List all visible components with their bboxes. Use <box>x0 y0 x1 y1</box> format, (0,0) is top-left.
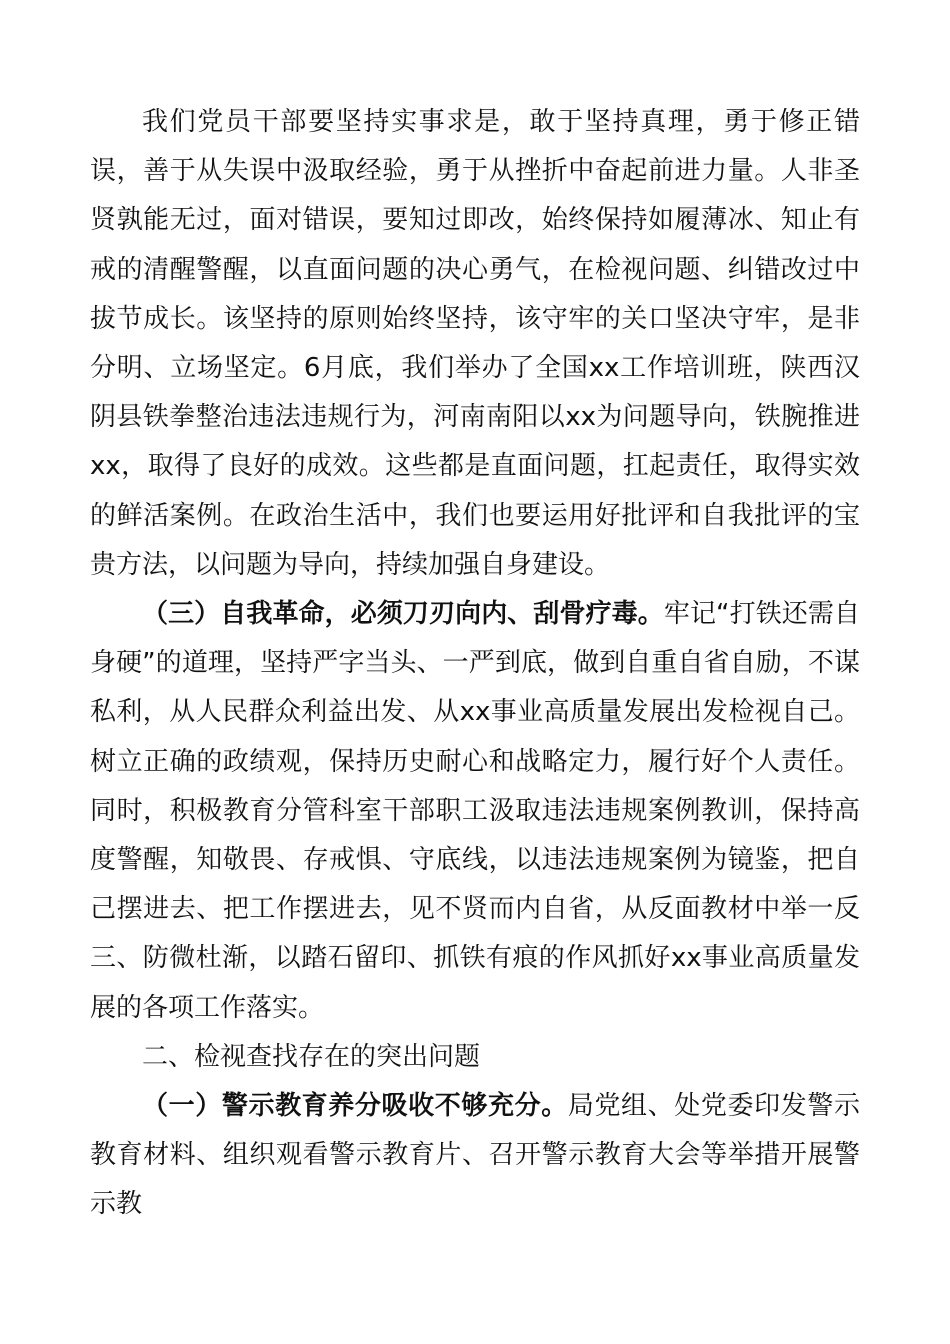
paragraph-body-warning-education: 局党组、处党委印发警示教育材料、组织观看警示教育片、召开警示教育大会等举措开展警示教 <box>90 1091 860 1220</box>
section-heading-problems: 二、检视查找存在的突出问题 <box>142 1041 481 1072</box>
paragraph-lead-self-revolution: （三）自我革命，必须刀刃向内、刮骨疗毒。 <box>142 599 664 630</box>
paragraph-practice-truth: 我们党员干部要坚持实事求是，敢于坚持真理，勇于修正错误，善于从失误中汲取经验，勇于从挫折中奋起前进力量。人非圣贤孰能无过，面对错误，要知过即改，始终保持如履薄冰、知止有戒的清醒警醒，以直面问题的决心勇气，在检视问题、纠错改过中拔节成长。该坚持的原则始终坚持，该守牢的关口坚决守牢，是非分明、立场坚定。6月底，我们举办了全国xx工作培训班，陕西汉阴县铁拳整治违法违规行为，河南南阳以xx为问题导向，铁腕推进xx，取得了良好的成效。这些都是直面问题，扛起责任，取得实效的鲜活案例。在政治生活中，我们也要运用好批评和自我批评的宝贵方法，以问题为导向，持续加强自身建设。 <box>90 107 860 580</box>
paragraph-warning-education <box>90 1082 860 1230</box>
paragraph-self-revolution <box>90 590 860 1033</box>
document-body <box>90 98 860 1230</box>
paragraph-body-self-revolution: 牢记“打铁还需自身硬”的道理，坚持严字当头、一严到底，做到自重自省自励，不谋私利，从人民群众利益出发、从xx事业高质量发展出发检视自己。树立正确的政绩观，保持历史耐心和战略定力，履行好个人责任。同时，积极教育分管科室干部职工汲取违法违规案例教训，保持高度警醒，知敬畏、存戒惧、守底线，以违法违规案例为镜鉴，把自己摆进去、把工作摆进去，见不贤而内自省，从反面教材中举一反三、防微杜渐，以踏石留印、抓铁有痕的作风抓好xx事业高质量发展的各项工作落实。 <box>90 599 860 1023</box>
paragraph-lead-warning-education: （一）警示教育养分吸收不够充分。 <box>142 1091 568 1122</box>
